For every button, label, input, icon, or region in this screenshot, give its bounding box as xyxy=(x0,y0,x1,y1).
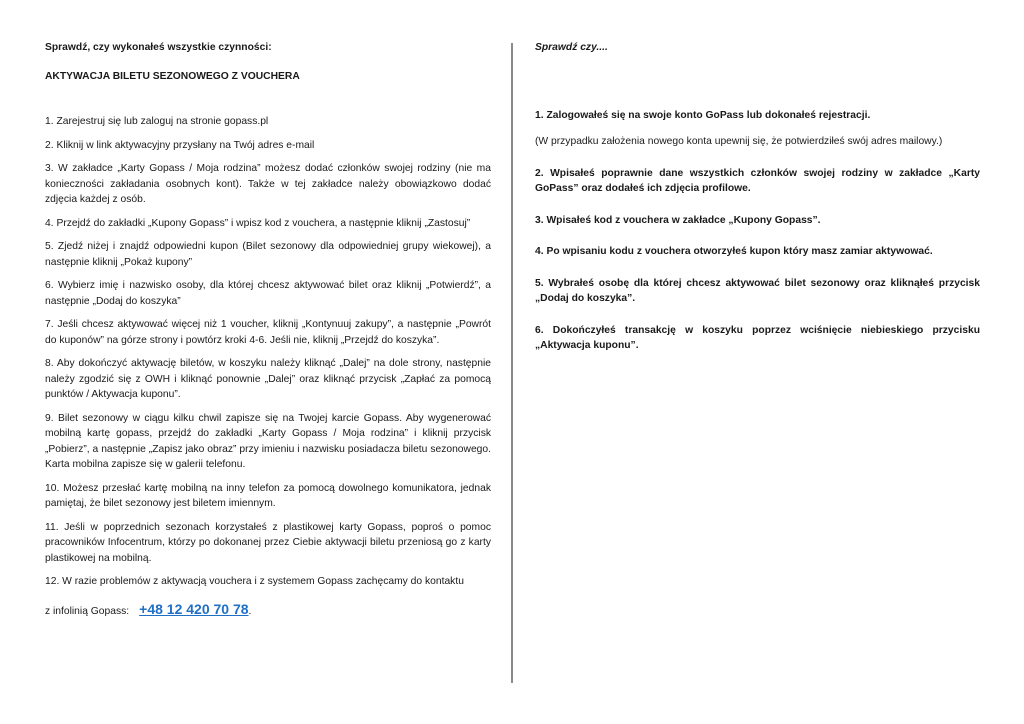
instruction-step: 2. Kliknij w link aktywacyjny przysłany na Twój adres e-mail xyxy=(45,139,315,151)
contact-prefix: z infolinią Gopass: xyxy=(45,605,130,617)
checklist-column xyxy=(535,40,980,364)
contact-line xyxy=(45,602,491,620)
instruction-step: 9. Bilet sezonowy w ciągu kilku chwil zapisze się na Twojej karcie Gopass. Aby wygenerować mobilną kartę gopass, przejdź do zakładki „Karty Gopass / Moja rodzina” i kliknij przycisk „Pobierz”, a następnie „Zapisz jako obraz” przy imieniu i nazwisku posiadacza biletu sezonowego. Karta mobilna zapisze się w galerii telefonu. xyxy=(45,412,491,470)
checklist-item: 4. Po wpisaniu kodu z vouchera otworzyłeś kupon który masz zamiar aktywować. xyxy=(535,246,933,257)
checklist-heading: Sprawdź, czy wykonałeś wszystkie czynności: xyxy=(45,42,272,53)
instruction-step: 12. W razie problemów z aktywacją vouchera i z systemem Gopass zachęcamy do kontaktu xyxy=(45,576,464,587)
checklist-item: 3. Wpisałeś kod z vouchera w zakładce „Kupony Gopass”. xyxy=(535,214,821,226)
instruction-step: 5. Zjedź niżej i znajdź odpowiedni kupon (Bilet sezonowy dla odpowiedniej grupy wiekowej), a następnie kliknij „Pokaż kupony” xyxy=(45,241,491,268)
checklist-item: 5. Wybrałeś osobę dla której chcesz aktywować bilet sezonowy oraz kliknąłeś przycisk „Dodaj do koszyka”. xyxy=(535,277,980,304)
instruction-step: 11. Jeśli w poprzednich sezonach korzystałeś z plastikowej karty Gopass, poproś o pomoc pracowników Infocentrum, którzy po dokonanej przez Ciebie aktywacji biletu przeniosą go z karty plastikowej na mobilną. xyxy=(45,521,491,564)
instruction-step: 3. W zakładce „Karty Gopass / Moja rodzina” możesz dodać członków swojej rodziny (nie ma konieczności zakładania osobnych kont). Także w tej zakładce należy obowiązkowo dodać zdjęcia każdej z osób. xyxy=(45,163,491,205)
checklist-note: (W przypadku założenia nowego konta upewnij się, że potwierdziłeś swój adres mailowy.) xyxy=(535,136,943,147)
checklist-item: 6. Dokończyłeś transakcję w koszyku poprzez wciśnięcie niebieskiego przycisku „Aktywacja kuponu”. xyxy=(535,324,980,351)
instructions-column xyxy=(45,40,491,619)
checklist-item: 2. Wpisałeś poprawnie dane wszystkich członków swojej rodziny w zakładce „Karty GoPass” oraz dodałeś ich zdjęcia profilowe. xyxy=(535,167,980,194)
checklist-item: 1. Zalogowałeś się na swoje konto GoPass lub dokonałeś rejestracji. xyxy=(535,109,871,121)
instruction-step: 7. Jeśli chcesz aktywować więcej niż 1 voucher, kliknij „Kontynuuj zakupy”, a następnie „Powrót do kuponów” na górze strony i powtórz kroki 4-6. Jeśli nie, kliknij „Przejdź do koszyka”. xyxy=(45,319,491,346)
checklist-heading-right: Sprawdź czy.... xyxy=(535,42,608,53)
instruction-step: 4. Przejdź do zakładki „Kupony Gopass” i wpisz kod z vouchera, a następnie kliknij „Zastosuj” xyxy=(45,217,471,229)
instruction-step: 8. Aby dokończyć aktywację biletów, w koszyku należy kliknąć „Dalej” na dole strony, następnie należy zgodzić się z OWH i kliknąć ponownie „Dalej” oraz kliknąć przycisk „Zapłać za pomocą punktów / Aktywacja kuponu”. xyxy=(45,358,491,400)
phone-link[interactable]: +48 12 420 70 78 xyxy=(139,600,249,617)
contact-suffix: . xyxy=(248,605,252,617)
instruction-step: 1. Zarejestruj się lub zaloguj na stronie gopass.pl xyxy=(45,116,269,127)
section-title: AKTYWACJA BILETU SEZONOWEGO Z VOUCHERA xyxy=(45,70,300,82)
instruction-step: 6. Wybierz imię i nazwisko osoby, dla której chcesz aktywować bilet oraz kliknij „Potwierdź”, a następnie „Dodaj do koszyka” xyxy=(45,280,491,307)
column-divider xyxy=(511,43,513,683)
instruction-step: 10. Możesz przesłać kartę mobilną na inny telefon za pomocą dowolnego komunikatora, jednak pamiętaj, że bilet sezonowy jest biletem imiennym. xyxy=(45,482,491,509)
